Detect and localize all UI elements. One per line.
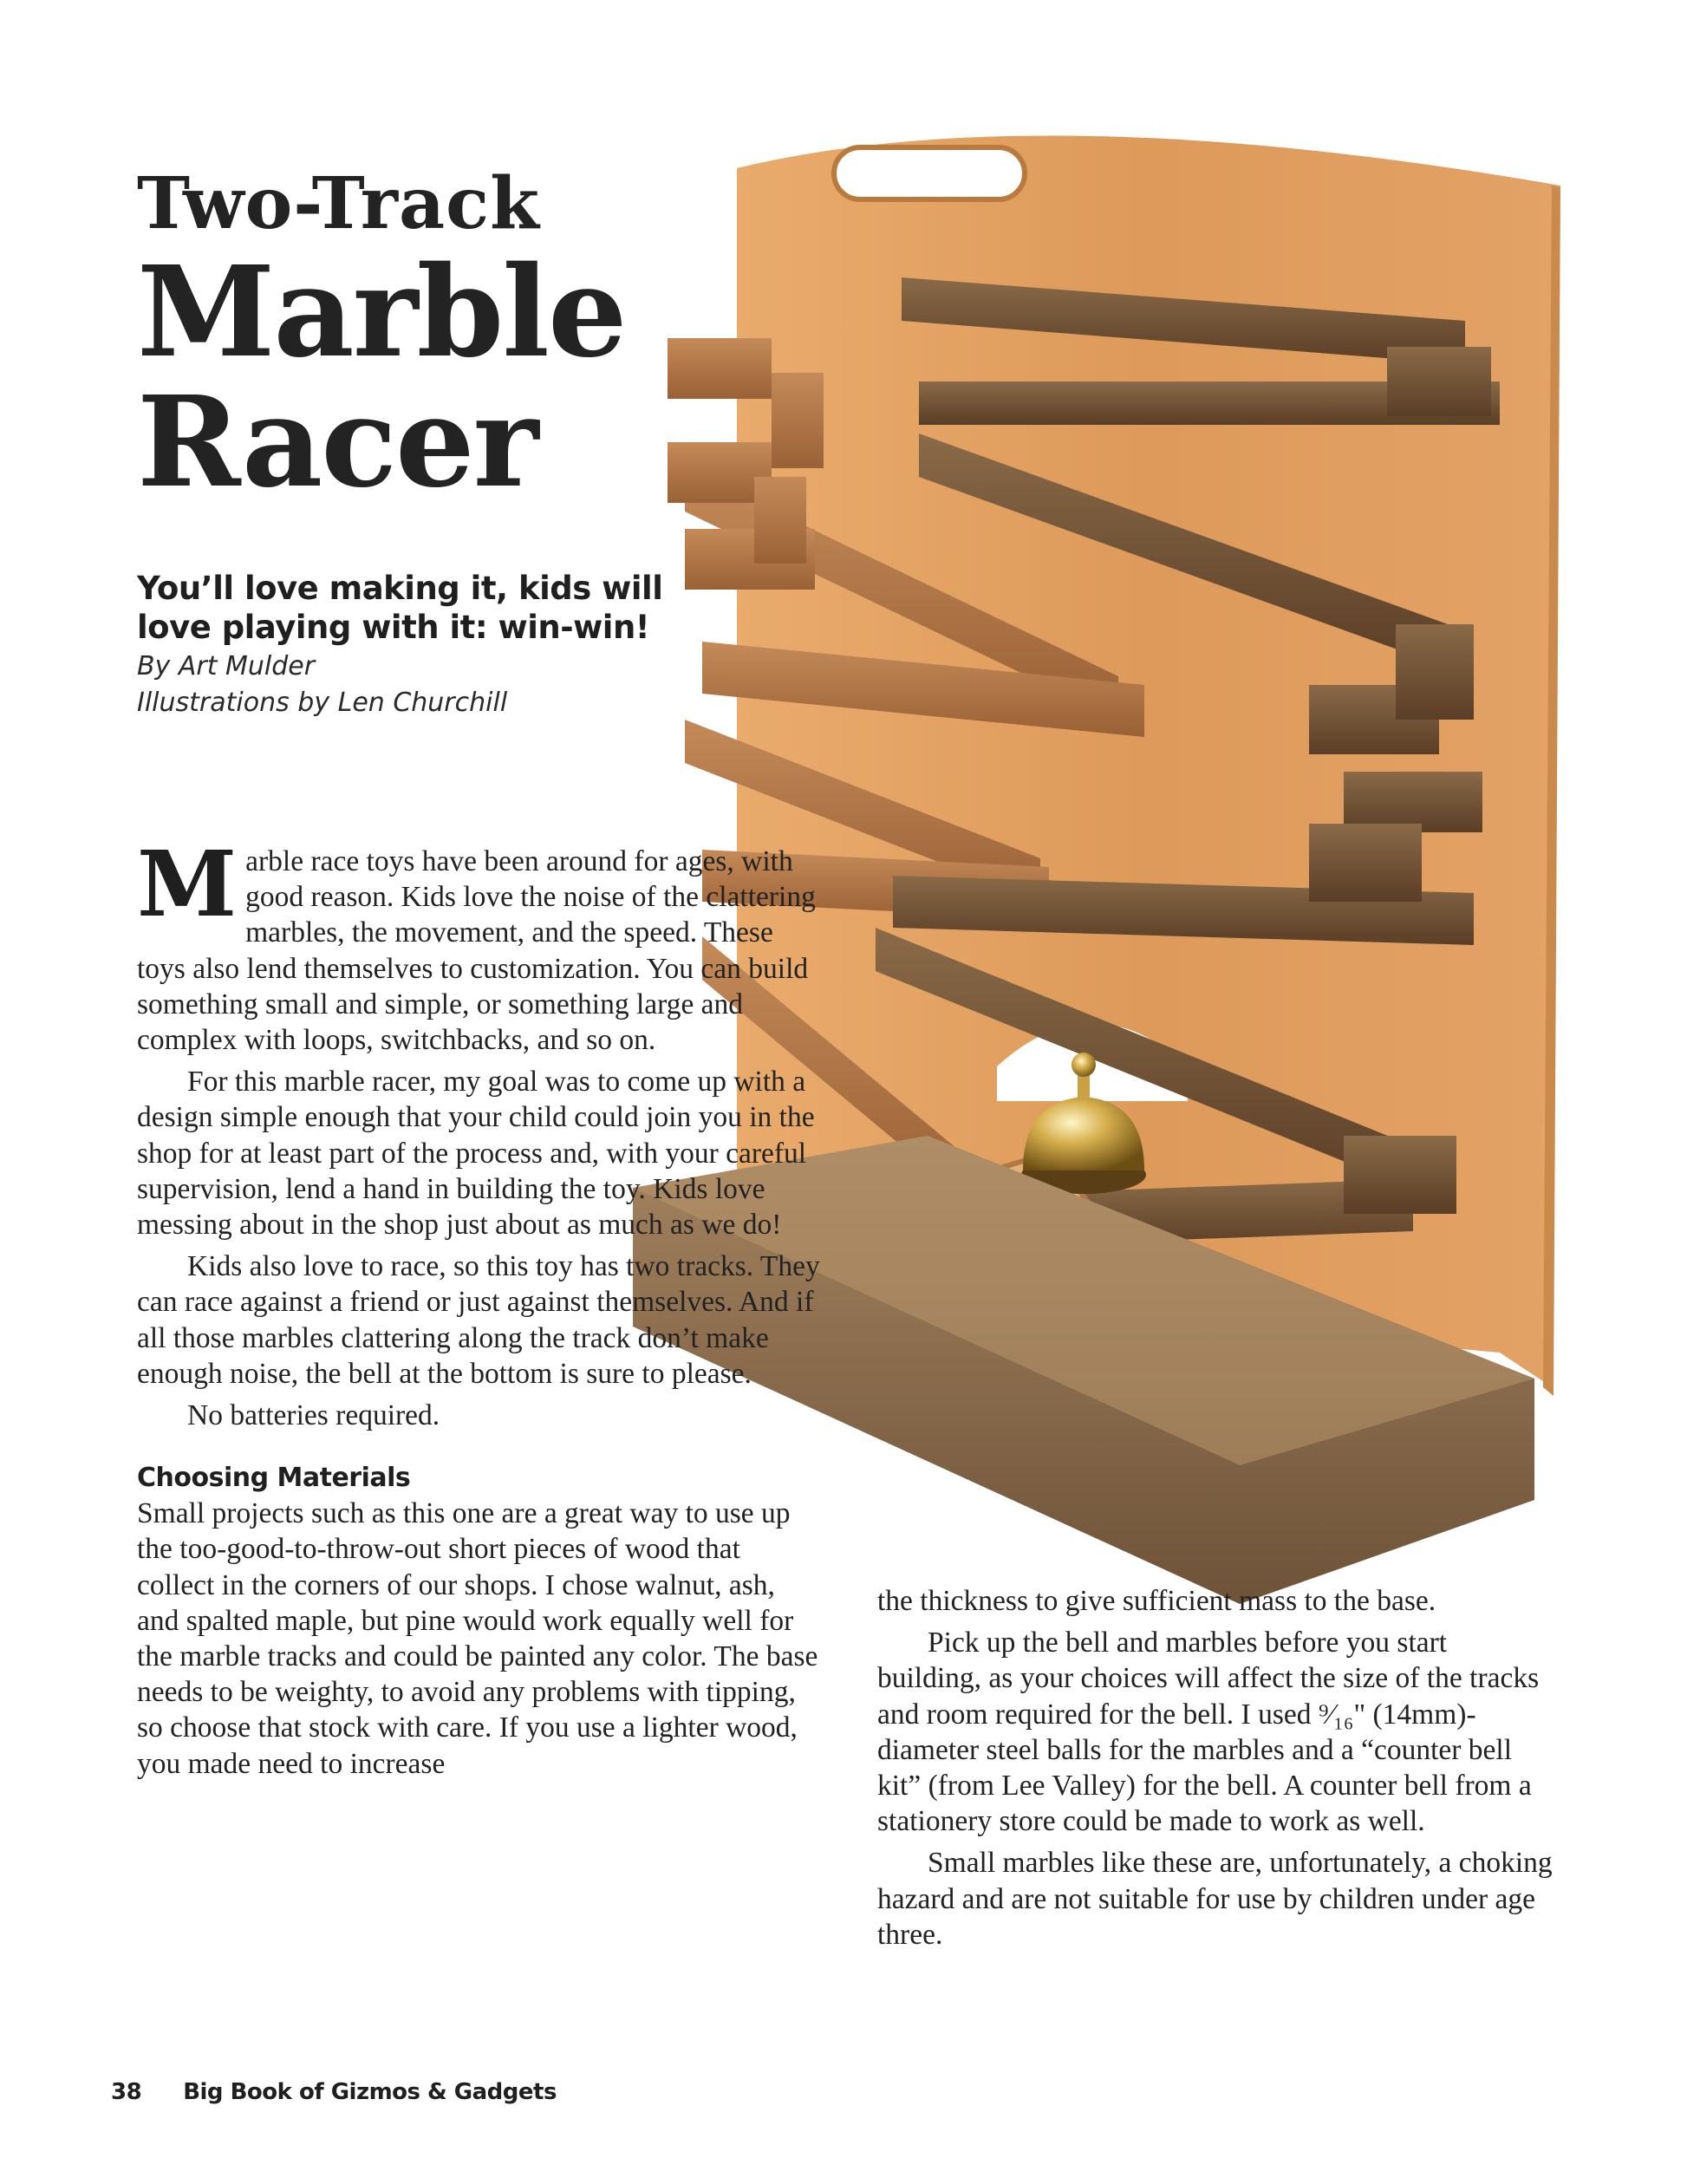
drop-cap: M [137,831,238,937]
illustrator-byline: Illustrations by Len Churchill [137,688,508,718]
subhead-choosing-materials: Choosing Materials [137,1463,411,1494]
paragraph-thickness: the thickness to give sufficient mass to the base. [877,1585,1436,1617]
book-title: Big Book of Gizmos & Gadgets [183,2079,557,2105]
title-line-2: Marble [137,238,626,385]
author-byline: By Art Mulder [137,651,316,681]
title-line-1: Two-Track [137,162,540,245]
handle-slot [834,147,1025,199]
paragraph-race: Kids also love to race, so this toy has two tracks. They can race against a friend or just against themselves. And if all those marbles clattering along the track don’t make enough noise, the bell at the bottom is sure to please. [137,1250,820,1390]
article-deck [137,569,674,721]
article-left-column [137,831,822,1788]
paragraph-choking-hazard: Small marbles like these are, unfortunately, a choking hazard and are not suitable for use by children under age three. [877,1847,1553,1951]
paragraph-materials: Small projects such as this one are a great way to use up the too-good-to-throw-out short pieces of wood that collect in the corners of our shops. I chose walnut, ash, and spalted maple, but pine would work equally well for the marble tracks and could be painted any color. The base needs to be weighty, to avoid any problems with tipping, so choose that stock with care. If you use a lighter wood, you made need to increase [137,1497,818,1780]
deck-text: You’ll love making it, kids will love playing with it: win-win! [137,570,663,646]
page-footer [111,2079,557,2105]
paragraph-goal: For this marble racer, my goal was to come up with a design simple enough that your child could join you in the shop for at least part of the process and, with your careful supervision, lend a hand in building the toy. Kids love messing about in the shop just about as much as we do! [137,1066,815,1242]
intro-text: arble race toys have been around for ages, with good reason. Kids love the noise of the clattering marbles, the movement, and the speed. These toys also lend themselves to customization. You can build something small and simple, or something large and complex with loops, switchbacks, and so on. [137,845,816,1057]
page-number: 38 [111,2079,142,2105]
page-title [137,160,626,515]
article-right-column [877,1583,1553,1959]
paragraph-batteries: No batteries required. [187,1399,440,1432]
paragraph-intro [137,831,822,1058]
title-line-3: Racer [137,368,537,515]
paragraph-bell-marbles: Pick up the bell and marbles before you start building, as your choices will affect the size of the tracks and room required for the bell. I used ⁹⁄₁₆" (14mm)-diameter steel balls for the marbles and a “counter bell kit” (from Lee Valley) for the bell. A counter bell from a stationery store could be made to work as well. [877,1627,1540,1838]
